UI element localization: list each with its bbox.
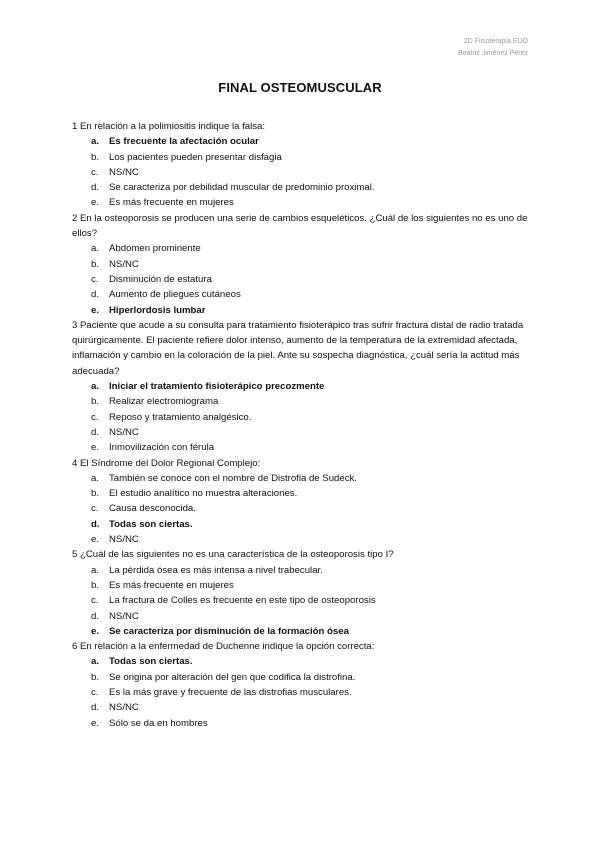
option-text: También se conoce con el nombre de Distrofia de Sudeck. bbox=[109, 472, 357, 484]
option-letter: b. bbox=[91, 151, 100, 163]
answer-option bbox=[72, 272, 532, 287]
option-letter: d. bbox=[91, 426, 100, 438]
page-title: FINAL OSTEOMUSCULAR bbox=[218, 80, 382, 95]
question-block bbox=[72, 547, 532, 639]
header-course: 2D Fisioterapia EUO bbox=[463, 38, 528, 45]
answer-option-correct bbox=[72, 379, 532, 394]
answer-option bbox=[72, 440, 532, 455]
question-text: 6 En relación a la enfermedad de Duchenne indique la opción correcta: bbox=[72, 641, 375, 653]
answer-option-correct bbox=[72, 517, 532, 532]
answer-option bbox=[72, 165, 532, 180]
question-block bbox=[72, 211, 532, 318]
option-text: Iniciar el tratamiento fisioterápico precozmente bbox=[109, 381, 325, 393]
answer-option bbox=[72, 410, 532, 425]
question-list bbox=[72, 119, 532, 731]
option-text: Todas son ciertas. bbox=[109, 518, 193, 530]
option-letter: a. bbox=[91, 472, 100, 484]
option-text: Se origina por alteración del gen que codifica la distrofina. bbox=[109, 671, 356, 683]
answer-option bbox=[72, 257, 532, 272]
option-text: Abdomen prominente bbox=[109, 243, 201, 255]
answer-option bbox=[72, 287, 532, 302]
question-block bbox=[72, 639, 532, 731]
option-letter: e. bbox=[91, 442, 100, 454]
option-text: El estudio analítico no muestra alteraciones. bbox=[109, 488, 298, 500]
answer-option bbox=[72, 609, 532, 624]
option-letter: d. bbox=[91, 610, 100, 622]
answer-option-correct bbox=[72, 303, 532, 318]
answer-option-correct bbox=[72, 654, 532, 669]
page-header bbox=[458, 36, 528, 60]
option-text: NS/NC bbox=[109, 702, 139, 714]
answer-option bbox=[72, 394, 532, 409]
option-text: Todas son ciertas. bbox=[109, 656, 193, 668]
option-text: Reposo y tratamiento analgésico. bbox=[109, 411, 252, 423]
question-text: 1 En relación a la polimiositis indique la falsa: bbox=[72, 121, 266, 132]
option-text: NS/NC bbox=[109, 426, 139, 438]
option-text: La pérdida ósea es más intensa a nivel trabecular. bbox=[109, 564, 323, 576]
option-letter: e. bbox=[91, 197, 100, 209]
option-text: Los pacientes pueden presentar disfagia bbox=[109, 151, 282, 163]
option-letter: a. bbox=[91, 564, 100, 576]
answer-option-correct bbox=[72, 134, 532, 149]
option-letter: e. bbox=[91, 534, 100, 546]
question-text: 4 El Síndrome del Dolor Regional Complejo: bbox=[72, 457, 261, 469]
answer-option bbox=[72, 670, 532, 685]
answer-option bbox=[72, 716, 532, 731]
option-letter: e. bbox=[91, 625, 100, 637]
question-block bbox=[72, 119, 532, 211]
answer-option bbox=[72, 425, 532, 440]
option-letter: c. bbox=[91, 411, 99, 423]
option-letter: d. bbox=[91, 289, 100, 301]
option-letter: c. bbox=[91, 273, 99, 285]
option-letter: b. bbox=[91, 396, 100, 408]
option-letter: a. bbox=[91, 136, 100, 148]
answer-option bbox=[72, 685, 532, 700]
answer-option bbox=[72, 195, 532, 210]
answer-option bbox=[72, 471, 532, 486]
question-block bbox=[72, 456, 532, 548]
option-text: Se caracteriza por debilidad muscular de predominio proximal. bbox=[109, 182, 375, 194]
option-text: Disminución de estatura bbox=[109, 273, 212, 285]
option-letter: d. bbox=[91, 702, 100, 714]
option-text: NS/NC bbox=[109, 166, 139, 178]
option-letter: b. bbox=[91, 671, 100, 683]
option-letter: b. bbox=[91, 488, 100, 500]
option-text: NS/NC bbox=[109, 610, 139, 622]
option-text: Inmovilización con férula bbox=[109, 442, 215, 454]
option-text: Es frecuente la afectación ocular bbox=[109, 136, 259, 148]
option-text: Sólo se da en hombres bbox=[109, 717, 208, 729]
option-letter: b. bbox=[91, 258, 100, 270]
option-text: Es la más grave y frecuente de las distrofias musculares. bbox=[109, 686, 352, 698]
answer-option bbox=[72, 241, 532, 256]
option-text: NS/NC bbox=[109, 258, 139, 270]
option-letter: c. bbox=[91, 595, 99, 607]
option-letter: d. bbox=[91, 518, 100, 530]
question-block bbox=[72, 318, 532, 456]
answer-option bbox=[72, 486, 532, 501]
answer-option bbox=[72, 593, 532, 608]
option-text: Aumento de pliegues cutáneos bbox=[109, 289, 241, 301]
option-letter: a. bbox=[91, 656, 100, 668]
answer-option bbox=[72, 578, 532, 593]
answer-option bbox=[72, 532, 532, 547]
option-letter: a. bbox=[91, 243, 100, 255]
option-letter: e. bbox=[91, 717, 100, 729]
answer-option bbox=[72, 150, 532, 165]
option-letter: d. bbox=[91, 182, 100, 194]
question-text: 5 ¿Cuál de las siguientes no es una característica de la osteoporosis tipo I? bbox=[72, 549, 394, 561]
option-letter: c. bbox=[91, 686, 99, 698]
header-author: Beatriz Jiménez Pérez bbox=[457, 50, 528, 57]
answer-option bbox=[72, 700, 532, 715]
answer-option bbox=[72, 501, 532, 516]
option-text: NS/NC bbox=[109, 534, 139, 546]
option-text: Es más frecuente en mujeres bbox=[109, 197, 234, 209]
option-text: Es más frecuente en mujeres bbox=[109, 579, 234, 591]
answer-option bbox=[72, 180, 532, 195]
option-text: Se caracteriza por disminución de la formación ósea bbox=[109, 625, 349, 637]
option-letter: b. bbox=[91, 579, 100, 591]
option-letter: c. bbox=[91, 166, 99, 178]
answer-option-correct bbox=[72, 624, 532, 639]
option-text: La fractura de Colles es frecuente en este tipo de osteoporosis bbox=[109, 595, 376, 607]
question-text: 3 Paciente que acude a su consulta para tratamiento fisioterápico tras sufrir fractura distal de radio tratada quirúrgicamente. El paciente refiere dolor intenso, aumento de la temperatura de la extremidad afectada, inflamación y cambio en la coloración de la piel. Ante su sospecha diagnóstica, ¿cuál sería la actitud más adecuada? bbox=[72, 319, 524, 377]
option-letter: c. bbox=[91, 503, 99, 515]
option-letter: e. bbox=[91, 304, 100, 316]
answer-option bbox=[72, 563, 532, 578]
option-text: Causa desconocida. bbox=[109, 503, 196, 515]
option-text: Hiperlordosis lumbar bbox=[109, 304, 206, 316]
option-text: Realizar electromiograma bbox=[109, 396, 219, 408]
question-text: 2 En la osteoporosis se producen una serie de cambios esqueléticos. ¿Cuál de los siguientes no es uno de ellos? bbox=[72, 212, 528, 240]
option-letter: a. bbox=[91, 381, 100, 393]
